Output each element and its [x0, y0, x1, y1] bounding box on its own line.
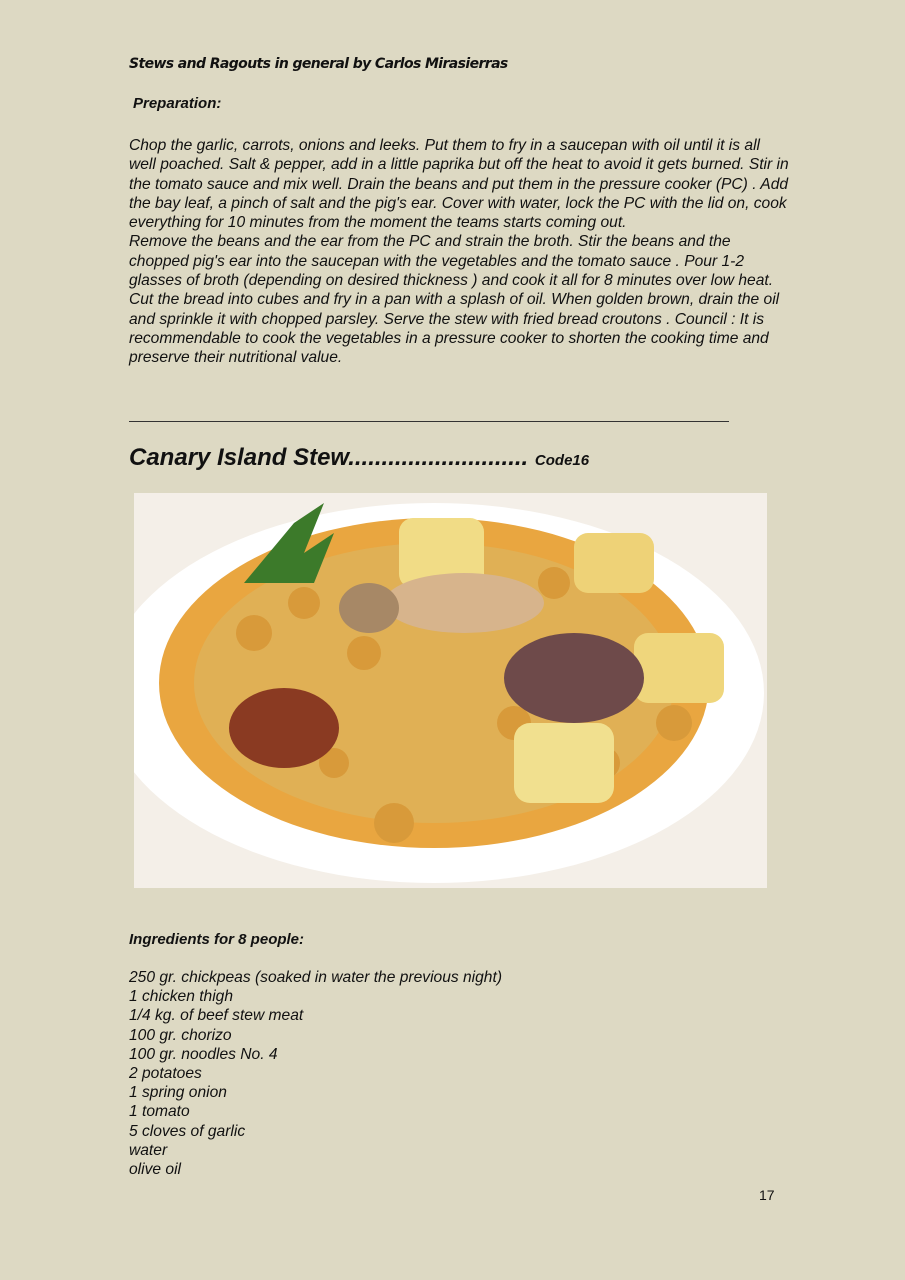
list-item: 5 cloves of garlic [129, 1122, 246, 1140]
list-item: 1 tomato [129, 1103, 190, 1121]
list-item: 1 chicken thigh [129, 988, 234, 1006]
list-item: 1/4 kg. of beef stew meat [129, 1007, 304, 1025]
ingredients-list [129, 968, 502, 1179]
paragraph: Cut the bread into cubes and fry in a pan with a splash of oil. When golden brown, drain the oil and sprinkle it with chopped parsley. Serve the stew with fried bread croutons . Council : It is recommendable to cook the vegetables in a pressure cooker to shorten the cooking time and preserve their nutritional value. [129, 291, 780, 367]
stew-photo [134, 493, 767, 888]
list-item: 100 gr. noodles No. 4 [129, 1045, 278, 1063]
list-item: olive oil [129, 1161, 182, 1179]
recipe-title [129, 444, 589, 472]
list-item: 100 gr. chorizo [129, 1026, 232, 1044]
separator-line [129, 421, 729, 422]
ingredients-heading: Ingredients for 8 people: [129, 931, 305, 948]
list-item: water [129, 1141, 168, 1159]
recipe-code: Code16 [534, 452, 590, 469]
preparation-text [129, 136, 789, 368]
running-header: Stews and Ragouts in general by Carlos Mirasierras [129, 56, 508, 72]
paragraph: Chop the garlic, carrots, onions and leeks. Put them to fry in a saucepan with oil until it is all well poached. Salt & pepper, add in a little paprika but off the heat to avoid it gets burned. Stir in the tomato sauce and mix well. Drain the beans and put them in the pressure cooker (PC) . Add the bay leaf, a pinch of salt and the pig's ear. Cover with water, lock the PC with the lid on, cook everything for 10 minutes from the moment the teams starts coming out. [129, 137, 789, 232]
page-number: 17 [759, 1187, 775, 1203]
list-item: 1 spring onion [129, 1084, 227, 1102]
list-item: 250 gr. chickpeas (soaked in water the previous night) [129, 969, 503, 986]
paragraph: Remove the beans and the ear from the PC and strain the broth. Stir the beans and the chopped pig's ear into the saucepan with the vegetables and the tomato sauce . Pour 1-2 glasses of broth (depending on desired thickness ) and cook it all for 8 minutes over low heat. [129, 233, 774, 290]
list-item: 2 potatoes [129, 1065, 202, 1083]
preparation-heading: Preparation: [133, 95, 222, 112]
recipe-name: Canary Island Stew........................... [129, 444, 529, 471]
